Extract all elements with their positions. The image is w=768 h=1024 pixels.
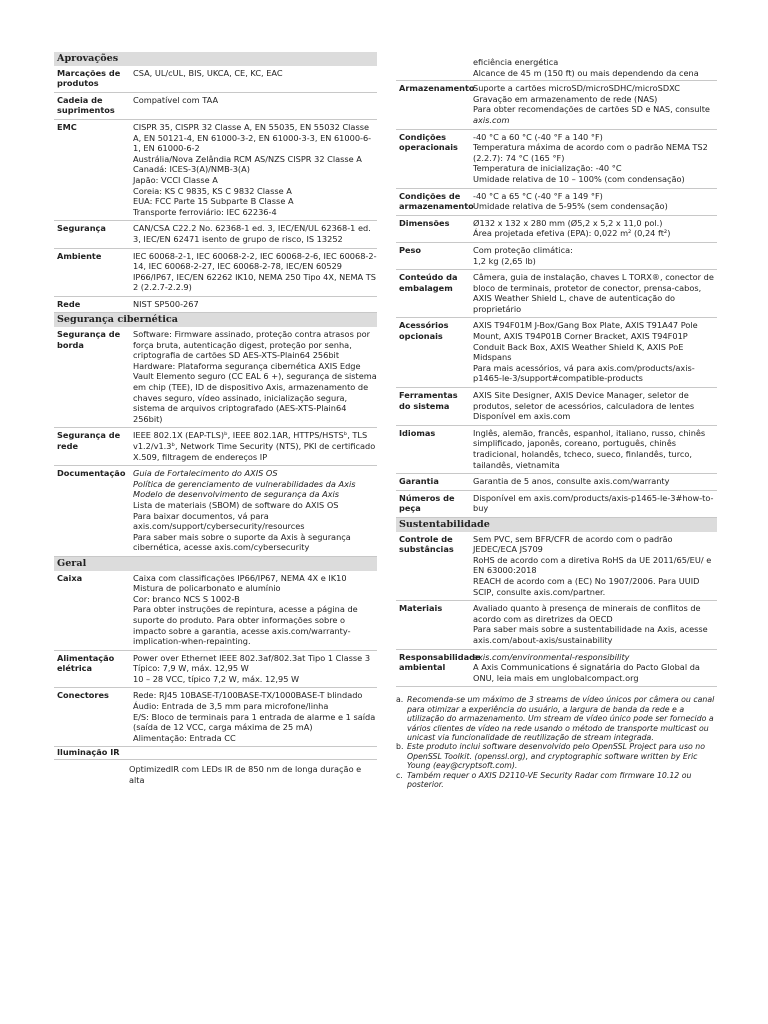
spec-row (396, 491, 717, 518)
spec-value (133, 653, 377, 685)
spec-row (54, 66, 377, 93)
spec-line: 1,2 kg (2,65 lb) (473, 255, 536, 266)
footnote (396, 771, 717, 790)
spec-label: Idiomas (399, 427, 436, 438)
spec-value (473, 218, 717, 239)
spec-line: IEC 60068-2-1, IEC 60068-2-2, IEC 60068-2-6, IEC 60068-2-14, IEC 60068-2-27, IEC 60068-2-78, IEC/EN 60529 IP66/IP67, IEC/EN 62262 IK10, NEMA 250 Tipo 4X, NEMA TS 2 (2.2.7-2.2.9) (133, 250, 377, 293)
spec-label: EMC (57, 121, 77, 132)
spec-line: NIST SP500-267 (133, 298, 199, 309)
spec-line: Mistura de policarbonato e alumínio (133, 583, 281, 594)
spec-label: Segurança de borda (57, 329, 121, 350)
spec-value (473, 191, 717, 212)
spec-value (473, 390, 717, 422)
spec-line: -40 °C a 65 °C (-40 °F a 149 °F) (473, 190, 603, 201)
spec-line: Power over Ethernet IEEE 802.3af/802.3at Tipo 1 Classe 3 (133, 652, 371, 663)
spec-row (396, 130, 717, 189)
spec-row (54, 249, 377, 297)
spec-row (396, 601, 717, 649)
spec-line: Para obter instruções de repintura, acesse a página de suporte do produto. Para obter informações sobre o impacto sobre a garantia, acesse axis.com/warranty-implication-when-repainting. (133, 604, 358, 647)
spec-line: Com proteção climática: (473, 244, 573, 255)
spec-line: Umidade relativa de 10 – 100% (com condensação) (473, 173, 685, 184)
spec-label: Controle de substâncias (399, 533, 454, 555)
spec-label: Alimentação elétrica (57, 652, 115, 674)
spec-line: AXIS Site Designer, AXIS Device Manager, seletor de produtos, seletor de acessórios, calculadora de lentes (473, 390, 695, 411)
spec-label: Segurança de rede (57, 430, 121, 451)
spec-line: -40 °C a 60 °C (-40 °F a 140 °F) (473, 131, 603, 142)
spec-value (473, 245, 717, 266)
spec-line: Gravação em armazenamento de rede (NAS) (473, 93, 658, 104)
spec-line: Temperatura máxima de acordo com o padrão NEMA TS2 (2.2.7): 74 °C (165 °F) (473, 142, 708, 163)
spec-line: axis.com/environmental-responsibility (473, 651, 630, 662)
spec-line: E/S: Bloco de terminais para 1 entrada de alarme e 1 saída (saída de 12 VCC, carga máxima de 25 mA) (133, 711, 376, 733)
spec-label: Documentação (57, 468, 126, 479)
spec-row (54, 327, 377, 428)
spec-label: Ferramentas do sistema (399, 390, 458, 411)
spec-line: Lista de materiais (SBOM) de software do AXIS OS (133, 499, 339, 510)
spec-line: Inglês, alemão, francês, espanhol, italiano, russo, chinês simplificado, japonês, coreano, português, chinês tradicional, holandês, tcheco, sueco, finlandês, turco, tailandês, vietnamita (473, 427, 706, 470)
spec-line: Transporte ferroviário: IEC 62236-4 (133, 206, 277, 217)
spec-row (54, 221, 377, 248)
spec-row (396, 388, 717, 426)
spec-label: Peso (399, 244, 422, 255)
spec-row (396, 318, 717, 388)
spec-value (133, 468, 377, 553)
spec-label: Rede (57, 298, 81, 309)
spec-line: Sem PVC, sem BFR/CFR de acordo com o padrão JEDEC/ECA JS709 (473, 533, 673, 555)
spec-label: Armazenamento (399, 83, 475, 94)
spec-row (54, 651, 377, 689)
spec-row (396, 426, 717, 474)
spec-row (396, 81, 717, 129)
right-column (396, 57, 717, 789)
spec-line: Japão: VCCI Classe A (133, 174, 218, 185)
spec-line: CAN/CSA C22.2 No. 62368-1 ed. 3, IEC/EN/UL 62368-1 ed. 3, IEC/EN 62471 isento de grupo de risco, IS 13252 (133, 223, 371, 244)
spec-line: Suporte a cartões microSD/microSDHC/microSDXC (473, 83, 680, 94)
spec-line: EUA: FCC Parte 15 Subparte B Classe A (133, 196, 294, 207)
spec-value (473, 272, 717, 314)
spec-value (473, 534, 717, 598)
footnote-text: Recomenda-se um máximo de 3 streams de vídeo únicos por câmera ou canal para otimizar a experiência do usuário, a largura de banda da rede e a utilização do armazenamento. Um stream de vídeo único pode ser fornecido a vários clientes de vídeo na rede usando o método de transporte multicast ou unicast via funcionalidade de reutilização de stream integrada. (407, 695, 715, 742)
spec-value (473, 132, 717, 185)
spec-row (54, 120, 377, 221)
spec-line: Cor: branco NCS S 1002-B (133, 593, 240, 604)
spec-line: Para baixar documentos, vá para axis.com/support/cybersecurity/resources (133, 510, 305, 532)
spec-label: Cadeia de suprimentos (57, 94, 115, 116)
spec-label: Números de peça (399, 492, 455, 514)
spec-label: Conteúdo da embalagem (399, 272, 458, 293)
spec-line: Garantia de 5 anos, consulte axis.com/warranty (473, 476, 670, 487)
spec-value (133, 573, 377, 647)
spec-row (54, 93, 377, 120)
spec-line: AXIS T94F01M J-Box/Gang Box Plate, AXIS T91A47 Pole Mount, AXIS T94P01B Corner Bracket, AXIS T94F01P Conduit Back Box, AXIS Weather Shield K, AXIS PoE Midspans (473, 320, 698, 363)
footnotes (396, 695, 717, 789)
spec-line: Caixa com classificações IP66/IP67, NEMA 4X e IK10 (133, 572, 347, 583)
spec-value (473, 428, 717, 470)
spec-value (473, 603, 717, 645)
spec-line: Alimentação: Entrada CC (133, 732, 236, 743)
footnote-key: a. (396, 695, 404, 705)
spec-value (133, 95, 377, 116)
section-heading: Aprovações (54, 52, 377, 66)
spec-line: Hardware: Plataforma segurança cibernética AXIS Edge Vault Elemento seguro (CC EAL 6 +), segurança de sistema em chip (TEE), ID de dispositivo Axis, armazenamento de chaves seguro, vídeo assinado, inicialização segura, sistema de arquivos criptografado (AES-XTS-Plain64 256bit) (133, 360, 377, 424)
spec-value (473, 83, 717, 125)
section-heading: Sustentabilidade (396, 518, 717, 532)
spec-line: Ø132 x 132 x 280 mm (Ø5,2 x 5,2 x 11,0 pol.) (473, 217, 663, 228)
spec-line: Para mais acessórios, vá para axis.com/products/axis-p1465-le-3/support#compatible-products (473, 362, 695, 384)
spec-row (54, 297, 377, 314)
spec-line: Alcance de 45 m (150 ft) ou mais dependendo da cena (473, 67, 699, 78)
spec-label: Condições de armazenamento (399, 190, 474, 212)
spec-row (396, 474, 717, 491)
spec-value (133, 430, 377, 462)
spec-line: Para saber mais sobre o suporte da Axis à segurança cibernética, acesse axis.com/cybersecurity (133, 531, 351, 553)
spec-line: Rede: RJ45 10BASE-T/100BASE-TX/1000BASE-T blindado (133, 690, 363, 701)
spec-line: Avaliado quanto à presença de minerais de conflitos de acordo com as diretrizes da OECD (473, 603, 701, 624)
spec-line: Austrália/Nova Zelândia RCM AS/NZS CISPR 32 Classe A (133, 153, 362, 164)
spec-line: Para obter recomendações de cartões SD e NAS, consulte (473, 104, 710, 115)
spec-line: Câmera, guia de instalação, chaves L TORX®, conector de bloco de terminais, protetor de conector, prensa-cabos, AXIS Weather Shield L, chave de autenticação do proprietário (473, 272, 714, 314)
spec-row (396, 270, 717, 318)
spec-line: Modelo de desenvolvimento de segurança da Axis (133, 489, 340, 500)
spec-value (473, 320, 717, 384)
footnote-key: b. (396, 742, 404, 752)
spec-row (54, 428, 377, 466)
spec-line: Umidade relativa de 5-95% (sem condensação) (473, 201, 668, 212)
spec-value (133, 329, 377, 424)
spec-value (133, 223, 377, 244)
spec-row (396, 650, 717, 688)
spec-label: Conectores (57, 690, 109, 701)
spec-row (396, 189, 717, 216)
footnote-key: c. (396, 770, 403, 780)
spec-row (54, 688, 377, 747)
spec-label: Caixa (57, 572, 83, 583)
section-heading: Geral (54, 557, 377, 571)
spec-line: axis.com (473, 114, 510, 125)
spec-row (396, 216, 717, 243)
spec-line: Temperatura de inicialização: -40 °C (473, 163, 622, 174)
spec-line: Política de gerenciamento de vulnerabilidades da Axis (133, 478, 356, 489)
spec-line: CSA, UL/cUL, BIS, UKCA, CE, KC, EAC (133, 67, 283, 78)
spec-line: Disponível em axis.com (473, 411, 571, 422)
spec-value: OptimizedIR com LEDs IR de 850 nm de longa duração e alta (129, 764, 362, 785)
continued-value (396, 57, 717, 80)
spec-line: Canadá: ICES-3(A)/NMB-3(A) (133, 164, 250, 175)
section-heading: Segurança cibernética (54, 313, 377, 327)
spec-label: Acessórios opcionais (399, 320, 449, 342)
spec-label: Garantia (399, 476, 439, 487)
spec-label: Dimensões (399, 217, 450, 228)
spec-label: Materiais (399, 603, 443, 614)
spec-line: 10 – 28 VCC, típico 7,2 W, máx. 12,95 W (133, 673, 300, 684)
spec-label: Segurança (57, 223, 106, 234)
spec-row (396, 243, 717, 270)
spec-row (396, 532, 717, 602)
spec-label: Responsabilidade ambiental (399, 651, 481, 673)
footnote-text: Também requer o AXIS D2110-VE Security Radar com firmware 10.12 ou posterior. (407, 770, 692, 789)
spec-label: Condições operacionais (399, 131, 458, 153)
spec-line: A Axis Communications é signatária do Pacto Global da ONU, leia mais em unglobalcompact.org (473, 662, 700, 683)
spec-line: Coreia: KS C 9835, KS C 9832 Classe A (133, 185, 292, 196)
spec-line: Guia de Fortalecimento do AXIS OS (133, 468, 278, 479)
spec-label: Marcações de produtos (57, 67, 121, 89)
spec-line: Disponível em axis.com/products/axis-p1465-le-3#how-to-buy (473, 492, 714, 514)
footnote (396, 742, 717, 770)
spec-line: Áudio: Entrada de 3,5 mm para microfone/linha (133, 701, 329, 712)
spec-value (473, 493, 717, 514)
spec-line: Software: Firmware assinado, proteção contra atrasos por força bruta, autenticação digest, proteção por senha, criptografia de cartões SD AES-XTS-Plain64 256bit (133, 329, 371, 361)
footnote (396, 695, 717, 742)
spec-line: Típico: 7,9 W, máx. 12,95 W (133, 663, 249, 674)
spec-line: CISPR 35, CISPR 32 Classe A, EN 55035, EN 55032 Classe A, EN 50121-4, EN 61000-3-2, EN 61000-3-3, EN 61000-6-1, EN 61000-6-2 (133, 121, 372, 154)
spec-line: IEEE 802.1X (EAP-TLS)ᵇ, IEEE 802.1AR, HTTPS/HSTSᵇ, TLS v1.2/v1.3ᵇ, Network Time Security (NTS), PKI de certificado X.509, filtragem de endereços IP (133, 430, 376, 462)
spec-label: Iluminação IR (54, 747, 377, 760)
spec-value (473, 652, 717, 684)
spec-line: eficiência energética (473, 57, 559, 67)
spec-value (133, 299, 377, 310)
spec-value (133, 122, 377, 217)
spec-value (133, 68, 377, 89)
spec-line: Área projetada efetiva (EPA): 0,022 m² (0,24 ft²) (473, 228, 671, 239)
spec-value (133, 690, 377, 743)
spec-value (473, 476, 717, 487)
spec-line: Compatível com TAA (133, 94, 219, 105)
spec-value (133, 251, 377, 293)
spec-line: RoHS de acordo com a diretiva RoHS da UE 2011/65/EU/ e EN 63000:2018 (473, 554, 712, 576)
spec-line: Para saber mais sobre a sustentabilidade na Axis, acesse axis.com/about-axis/sustainability (473, 624, 708, 645)
left-column (54, 52, 377, 785)
spec-row (54, 571, 377, 651)
spec-line: REACH de acordo com a (EC) No 1907/2006. Para UUID SCIP, consulte axis.com/partner. (473, 575, 700, 597)
spec-row (54, 466, 377, 557)
spec-label: Ambiente (57, 250, 102, 261)
footnote-text: Este produto inclui software desenvolvido pelo OpenSSL Project para uso no OpenSSL Toolkit. (openssl.org), and cryptographic software written by Eric Young (eay@cryptsoft.com). (407, 742, 705, 771)
